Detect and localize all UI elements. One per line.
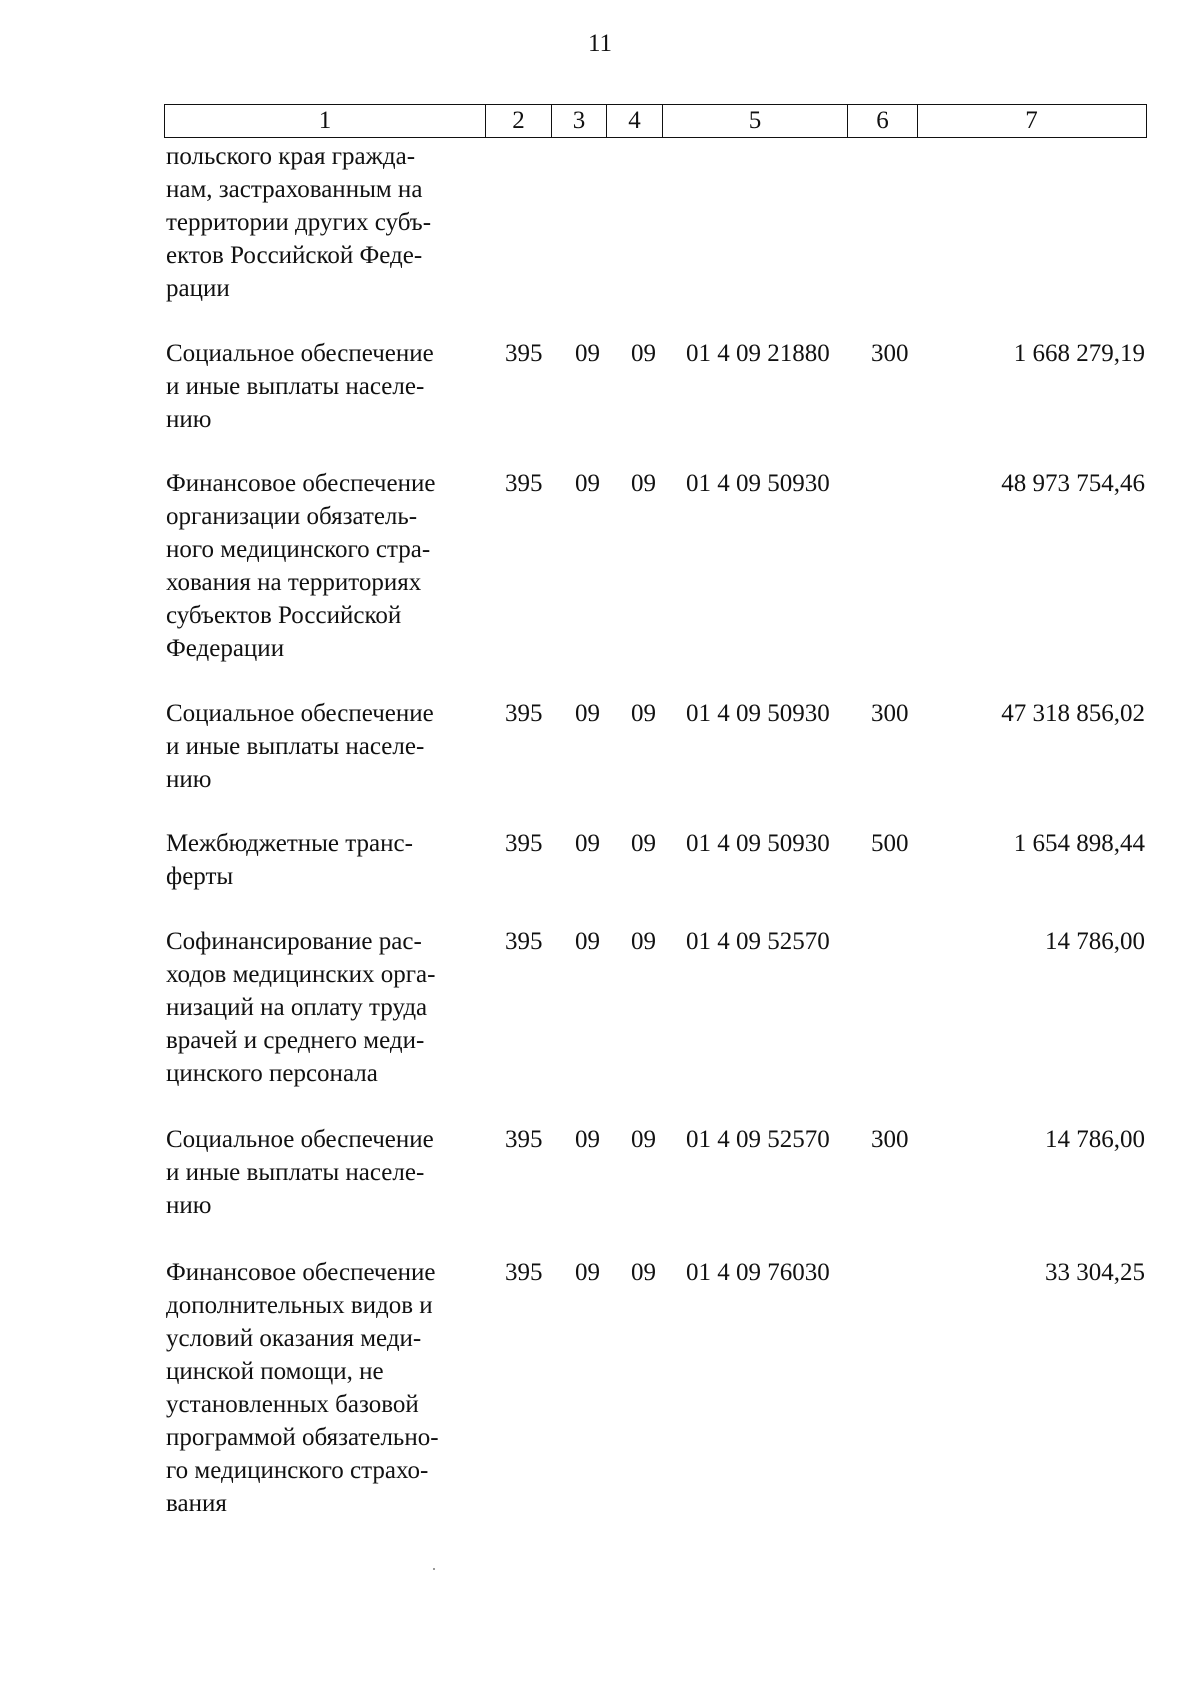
row-subsection: 09 <box>631 830 656 857</box>
header-col-1: 1 <box>318 107 332 134</box>
row-name: Межбюджетные транс- ферты <box>166 830 413 890</box>
row-section: 09 <box>575 928 600 955</box>
header-col-3: 3 <box>551 105 606 137</box>
row-name: Социальное обеспечение и иные выплаты населе- нию <box>166 1126 434 1219</box>
row-name: польского края гражда- нам, застрахованным на территории других субъ- ектов Российской Феде- рации <box>166 143 432 302</box>
row-expense-type: 300 <box>871 700 909 727</box>
row-subsection: 09 <box>631 1126 656 1153</box>
row-target-code: 01 4 09 50930 <box>686 470 830 497</box>
row-expense-type: 500 <box>871 830 909 857</box>
row-subsection: 09 <box>631 340 656 367</box>
row-subsection: 09 <box>631 928 656 955</box>
row-amount: 47 318 856,02 <box>1001 700 1145 727</box>
row-name: Социальное обеспечение и иные выплаты населе- нию <box>166 340 434 433</box>
row-admin-code: 395 <box>505 340 543 367</box>
row-amount: 33 304,25 <box>1045 1259 1145 1286</box>
table-header-row <box>164 104 1147 138</box>
row-amount: 1 668 279,19 <box>1013 340 1145 367</box>
header-col-7: 7 <box>917 105 1145 137</box>
row-name: Социальное обеспечение и иные выплаты населе- нию <box>166 700 434 793</box>
header-col-5: 5 <box>662 105 847 137</box>
header-col-4: 4 <box>606 105 662 137</box>
row-section: 09 <box>575 340 600 367</box>
row-subsection: 09 <box>631 700 656 727</box>
row-admin-code: 395 <box>505 830 543 857</box>
row-section: 09 <box>575 470 600 497</box>
row-section: 09 <box>575 830 600 857</box>
row-amount: 14 786,00 <box>1045 1126 1145 1153</box>
row-admin-code: 395 <box>505 928 543 955</box>
row-amount: 1 654 898,44 <box>1013 830 1145 857</box>
row-admin-code: 395 <box>505 470 543 497</box>
scan-speck <box>433 1568 435 1570</box>
header-col-2: 2 <box>485 105 551 137</box>
row-subsection: 09 <box>631 470 656 497</box>
row-expense-type: 300 <box>871 340 909 367</box>
row-subsection: 09 <box>631 1259 656 1286</box>
row-section: 09 <box>575 1259 600 1286</box>
row-admin-code: 395 <box>505 1259 543 1286</box>
row-section: 09 <box>575 700 600 727</box>
row-name: Финансовое обеспечение дополнительных видов и условий оказания меди- цинской помощи, не установленных базовой программой обязательно- го медицинского страхо- вания <box>166 1259 439 1517</box>
row-target-code: 01 4 09 50930 <box>686 830 830 857</box>
row-admin-code: 395 <box>505 1126 543 1153</box>
header-col-6: 6 <box>847 105 917 137</box>
row-admin-code: 395 <box>505 700 543 727</box>
row-target-code: 01 4 09 52570 <box>686 928 830 955</box>
page-number: 11 <box>587 30 613 57</box>
row-target-code: 01 4 09 76030 <box>686 1259 830 1286</box>
row-target-code: 01 4 09 21880 <box>686 340 830 367</box>
row-amount: 48 973 754,46 <box>1001 470 1145 497</box>
row-expense-type: 300 <box>871 1126 909 1153</box>
row-name: Софинансирование рас- ходов медицинских орга- низаций на оплату труда врачей и среднего меди- цинского персонала <box>166 928 436 1087</box>
row-target-code: 01 4 09 52570 <box>686 1126 830 1153</box>
row-name: Финансовое обеспечение организации обязатель- ного медицинского стра- хования на территориях субъектов Российской Федерации <box>166 470 436 662</box>
row-section: 09 <box>575 1126 600 1153</box>
row-target-code: 01 4 09 50930 <box>686 700 830 727</box>
row-amount: 14 786,00 <box>1045 928 1145 955</box>
